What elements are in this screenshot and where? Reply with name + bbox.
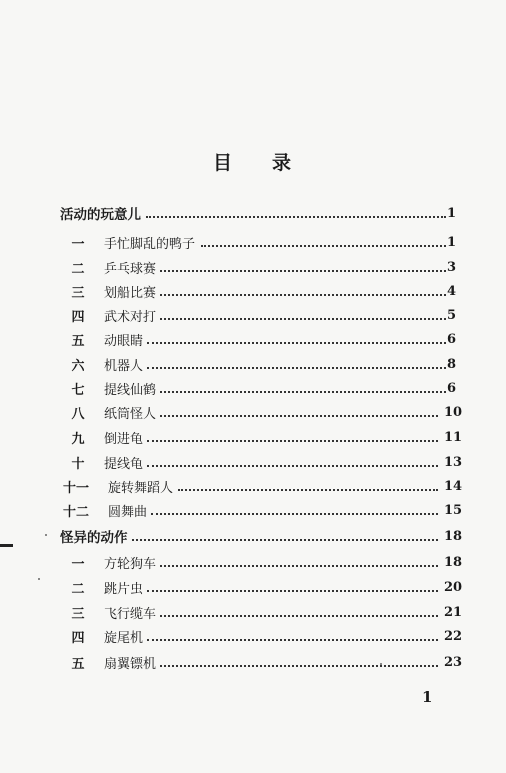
toc-item-label: 纸筒怪人 (104, 406, 157, 422)
toc-dot-leader (147, 341, 447, 344)
toc-item-number: 三 (71, 285, 85, 301)
toc-page-number: 3 (446, 259, 456, 275)
toc-dot-leader (201, 244, 447, 247)
toc-section-row (0, 526, 506, 546)
toc-page-number: 1 (446, 234, 456, 250)
toc-item-number: 十一 (62, 480, 89, 496)
toc-page-number: 23 (444, 654, 463, 670)
toc-page-number: 4 (446, 283, 456, 299)
title-char-2: 录 (272, 152, 294, 174)
toc-dot-leader (160, 390, 446, 393)
margin-mark (0, 544, 13, 547)
toc-item-number: 十二 (62, 504, 89, 520)
toc-item-number: 二 (71, 261, 85, 277)
toc-page-number: 11 (444, 429, 463, 445)
toc-page-number: 5 (446, 307, 456, 323)
toc-item-number: 一 (71, 556, 85, 572)
toc-item-label: 方轮狗车 (104, 556, 157, 572)
toc-page-number: 14 (444, 478, 463, 494)
toc-dot-leader (147, 366, 447, 369)
toc-row (0, 281, 506, 301)
toc-item-number: 一 (71, 236, 85, 252)
toc-item-number: 九 (71, 431, 85, 447)
toc-section-label: 怪异的动作 (60, 530, 128, 546)
toc-dot-leader (147, 464, 439, 467)
toc-row (0, 305, 506, 325)
toc-item-label: 扇翼镖机 (104, 656, 157, 672)
toc-item-label: 机器人 (104, 358, 144, 374)
toc-item-label: 乒乓球赛 (104, 261, 157, 277)
toc-dot-leader (147, 439, 439, 442)
toc-row (0, 500, 506, 520)
toc-item-label: 圆舞曲 (108, 504, 148, 520)
toc-dot-leader (160, 317, 446, 320)
toc-item-label: 旋尾机 (104, 630, 144, 646)
toc-item-number: 四 (71, 309, 85, 325)
toc-item-label: 划船比赛 (104, 285, 157, 301)
toc-item-number: 二 (71, 581, 85, 597)
toc-page-number: 6 (446, 380, 456, 396)
toc-dot-leader (147, 589, 439, 592)
scan-speck (38, 578, 40, 580)
toc-dot-leader (147, 638, 439, 641)
toc-dot-leader (160, 414, 438, 417)
toc-row (0, 602, 506, 622)
toc-dot-leader (160, 269, 446, 272)
toc-page-number: 22 (444, 628, 463, 644)
toc-item-number: 五 (71, 656, 85, 672)
toc-item-label: 旋转舞蹈人 (108, 480, 174, 496)
toc-page-number: 8 (446, 356, 456, 372)
toc-dot-leader (160, 293, 446, 296)
toc-row (0, 232, 506, 252)
toc-page-number: 1 (446, 205, 456, 221)
toc-item-number: 七 (71, 382, 85, 398)
toc-dot-leader (178, 488, 439, 491)
toc-item-number: 三 (71, 606, 85, 622)
toc-item-label: 手忙脚乱的鸭子 (104, 236, 196, 252)
toc-dot-leader (160, 614, 438, 617)
toc-page-number: 10 (444, 404, 463, 420)
page-title (0, 148, 506, 175)
toc-row (0, 257, 506, 277)
toc-dot-leader (151, 512, 439, 515)
toc-page-number: 21 (444, 604, 463, 620)
toc-item-label: 飞行缆车 (104, 606, 157, 622)
toc-row (0, 402, 506, 422)
toc-row (0, 329, 506, 349)
toc-row (0, 652, 506, 672)
toc-row (0, 378, 506, 398)
toc-dot-leader (160, 564, 438, 567)
toc-row (0, 452, 506, 472)
toc-item-number: 四 (71, 630, 85, 646)
toc-page-number: 6 (446, 331, 456, 347)
toc-section-row (0, 203, 506, 223)
toc-item-number: 五 (71, 333, 85, 349)
toc-item-number: 十 (71, 456, 85, 472)
toc-item-label: 提线仙鹤 (104, 382, 157, 398)
toc-page-number: 20 (444, 579, 463, 595)
toc-row (0, 626, 506, 646)
toc-page-number: 15 (444, 502, 463, 518)
title-char-1: 目 (212, 152, 234, 174)
toc-item-number: 六 (71, 358, 85, 374)
toc-item-label: 武术对打 (104, 309, 157, 325)
toc-item-label: 倒进龟 (104, 431, 144, 447)
toc-section-label: 活动的玩意儿 (60, 207, 141, 223)
scan-speck (380, 663, 382, 665)
toc-item-label: 跳片虫 (104, 581, 144, 597)
toc-page-number: 13 (444, 454, 463, 470)
toc-row (0, 354, 506, 374)
page-number: 1 (422, 688, 433, 706)
toc-row (0, 476, 506, 496)
scan-speck (45, 534, 47, 536)
toc-row (0, 427, 506, 447)
toc-dot-leader (146, 215, 446, 218)
toc-page-number: 18 (444, 528, 463, 544)
toc-dot-leader (160, 664, 438, 667)
toc-row (0, 577, 506, 597)
toc-item-number: 八 (71, 406, 85, 422)
toc-row (0, 552, 506, 572)
toc-dot-leader (132, 538, 438, 541)
toc-item-label: 提线龟 (104, 456, 144, 472)
toc-item-label: 动眼睛 (104, 333, 144, 349)
toc-page-number: 18 (444, 554, 463, 570)
